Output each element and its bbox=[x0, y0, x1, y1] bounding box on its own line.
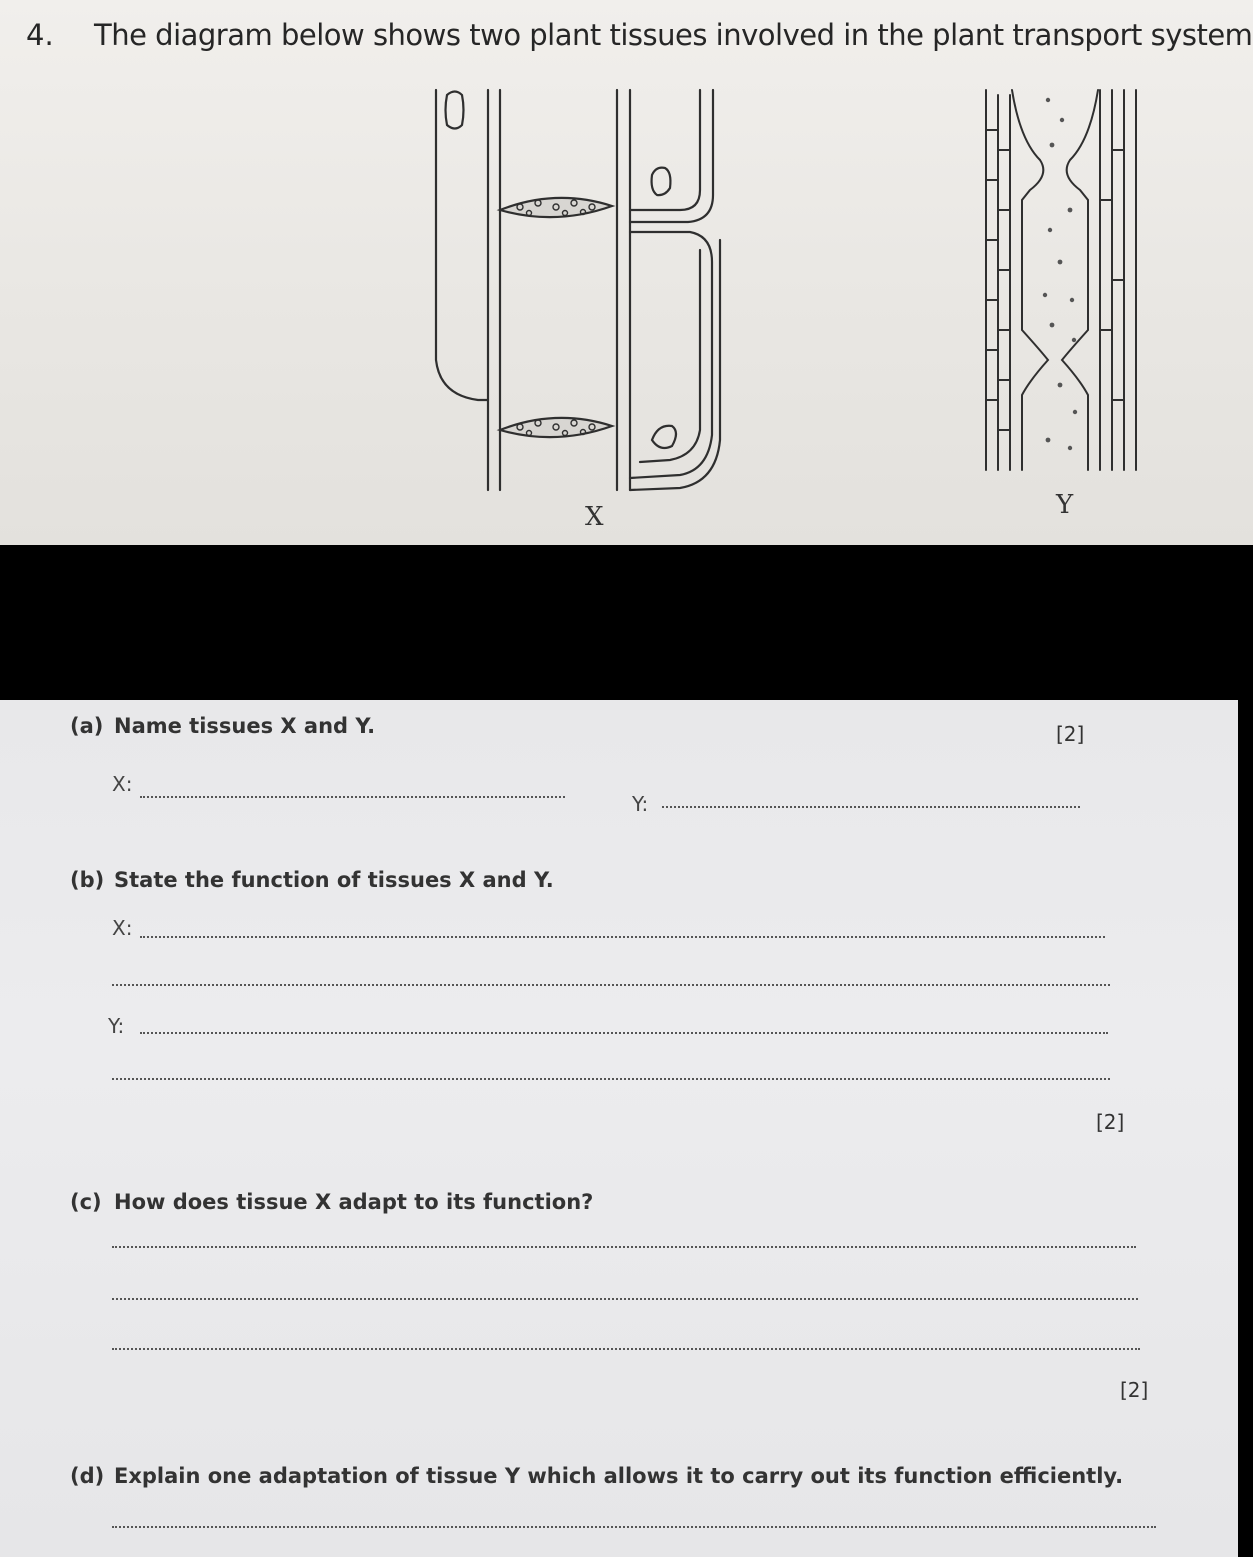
part-a-text: Name tissues X and Y. bbox=[114, 714, 376, 738]
part-b-text: State the function of tissues X and Y. bbox=[114, 868, 554, 892]
part-c-prompt bbox=[70, 1190, 593, 1214]
part-a-letter: (a) bbox=[70, 714, 104, 738]
part-c-letter: (c) bbox=[70, 1190, 102, 1214]
part-b-x-answer-line-2[interactable] bbox=[112, 984, 1110, 986]
nucleus-lower-right bbox=[652, 426, 676, 448]
part-b-x-answer-line-1[interactable] bbox=[140, 936, 1105, 938]
companion-cell-left bbox=[436, 90, 488, 400]
question-sheet-top bbox=[0, 0, 1253, 545]
nucleus-upper-right bbox=[652, 168, 671, 195]
part-a-prompt bbox=[70, 714, 375, 738]
sieve-pores bbox=[517, 200, 595, 436]
part-c-marks: [2] bbox=[1120, 1378, 1149, 1402]
part-b-y-answer-line-2[interactable] bbox=[112, 1078, 1110, 1080]
part-d-prompt bbox=[70, 1464, 1123, 1488]
part-b-marks: [2] bbox=[1096, 1110, 1125, 1134]
question-sheet-bottom bbox=[0, 700, 1238, 1557]
part-a-y-label: Y: bbox=[632, 792, 649, 816]
part-c-answer-line-2[interactable] bbox=[112, 1298, 1138, 1300]
part-a-y-answer-line[interactable] bbox=[662, 806, 1080, 808]
part-c-answer-line-3[interactable] bbox=[112, 1348, 1140, 1350]
part-d-text: Explain one adaptation of tissue Y which allows it to carry out its function efficiently. bbox=[114, 1464, 1124, 1488]
tissue-x-drawing bbox=[436, 90, 720, 490]
part-b-prompt bbox=[70, 868, 554, 892]
part-b-y-answer-line-1[interactable] bbox=[140, 1032, 1108, 1034]
part-c-answer-line-1[interactable] bbox=[112, 1246, 1136, 1248]
part-a-x-answer-line[interactable] bbox=[140, 796, 565, 798]
tissue-y-drawing bbox=[986, 90, 1136, 470]
part-b-x-label: X: bbox=[112, 916, 133, 940]
part-a-x-label: X: bbox=[112, 772, 133, 796]
part-a-marks: [2] bbox=[1056, 722, 1085, 746]
nucleus-left bbox=[446, 92, 464, 129]
part-c-text: How does tissue X adapt to its function? bbox=[114, 1190, 594, 1214]
part-d-letter: (d) bbox=[70, 1464, 105, 1488]
vessel-dots bbox=[1043, 98, 1077, 450]
question-stem: The diagram below shows two plant tissues involved in the plant transport system bbox=[94, 18, 1253, 52]
redacted-region bbox=[0, 545, 1253, 700]
question-number: 4. bbox=[26, 18, 54, 52]
part-d-answer-line-1[interactable] bbox=[112, 1526, 1156, 1528]
diagram-label-x: X bbox=[585, 502, 604, 532]
part-b-letter: (b) bbox=[70, 868, 105, 892]
plant-tissue-diagram bbox=[0, 0, 1253, 545]
part-b-y-label: Y: bbox=[108, 1014, 125, 1038]
diagram-label-y: Y bbox=[1056, 490, 1074, 520]
